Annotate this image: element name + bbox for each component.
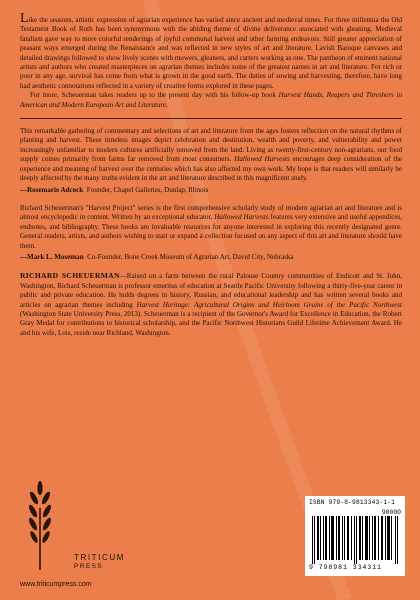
intro-followup: For more, Scheuerman takes readers up to the present day with his follow-up book Harvest Hands, Reapers and Threshers in American and Modern European Art and Literature. bbox=[20, 91, 402, 109]
isbn-text: ISBN 979-8-9813343-1-1 bbox=[309, 499, 396, 506]
book-title: Hallowed Harvests bbox=[214, 213, 269, 222]
price-code: 90000 bbox=[381, 509, 401, 516]
publisher-name: TRITICUM bbox=[74, 553, 126, 562]
book-title: Hallowed Harvests bbox=[234, 155, 290, 164]
isbn-barcode bbox=[305, 496, 405, 576]
publisher-logo bbox=[74, 553, 125, 570]
barcode-number: 9 798981 334311 bbox=[309, 564, 382, 571]
drop-cap: L bbox=[20, 11, 29, 26]
publisher-sub: PRESS bbox=[74, 563, 104, 570]
intro-paragraph: Like the seasons, artistic expression of agrarian experience has varied since ancient and medieval times. For three millennia the Old Testament Book of Ruth has been synonymous with the abiding theme of divine deliverance associated with gleaning. Medieval fatalism gave way to more colorful renderings of joyful communal harvest and other farming endeavors. Still greater appreciation of peasant ways emerged during the Renaissance and was reflected in new styles of art and literature. Lavish Baroque canvases and detailed drawings followed to show lively scenes with mowers, gleaners, and carters working as one. The pantheon of eminent national artists and authors who created masterpieces on agrarian themes includes some of the greatest names in art and literature. For rich or poor in any age, survival has come from what is grown in the good earth. The duties of sowing and harvesting, therefore, have long had aesthetic connotations reflected in a variety of creative forms explored in these pages. bbox=[20, 11, 402, 90]
publisher-website: www.triticumpress.com bbox=[20, 581, 92, 588]
wheat-stalk-icon bbox=[20, 478, 62, 572]
book-title: Harvest Hands, Reapers and Threshers in American and Modern European Art and Literature bbox=[20, 91, 402, 109]
review-attribution: —Rosemarie Adcock Founder, Chapel Galleries, Dunlap, Illinois bbox=[20, 185, 209, 194]
review-adcock: This remarkable gathering of commentary and selections of art and literature from the ages fosters reflection on the natural rhythms of planting and harvest. These timeless images depict celebration and destitution, wealth and poverty, and vulnerability and power increasingly unfamiliar to modern cultures artificially removed from the land. Living as twenty-first-century non-agrarians, our food supply comes primarily from farms far removed from most consumers. Hallowed Harvests encourages deep consideration of the experience and meaning of harvest over the centuries which has also affected my own work. My hope is that readers will similarly be deeply affected by the many truths evident in the art and literature described in this magnificent study. bbox=[20, 127, 402, 183]
divider bbox=[20, 118, 402, 119]
barcode-bars bbox=[311, 516, 399, 564]
review-moseman: Richard Scheuerman's "Harvest Project" series is the first comprehensive scholarly study of modern agrarian art and literature and is almost encyclopedic in content. Written by an exceptional educator, Hallowed Harvests features very extensive and useful appendices, endnotes, and bibliography. These books are invaluable resources for anyone interested in exploring this recently designated genre. General readers, artists, and authors wishing to start or expand a collection focused on any aspect of this art and literature should have them. bbox=[20, 203, 402, 250]
back-cover-text bbox=[20, 11, 402, 338]
book-title: Harvest Heritage: Agricultural Origins and Heirloom Grains of the Pacific Northwest bbox=[136, 300, 402, 309]
author-bio: RICHARD SCHEUERMAN—Raised on a farm between the rural Palouse Country communities of Endicott and St. John, Washington, Richard Scheuerman is professor emeritus of education at Seattle Pacific University following a thirty-five-year career in public and private education. He holds degrees in history, Russian, and educational leadership and has written several books and articles on agrarian themes including Harvest Heritage: Agricultural Origins and Heirloom Grains of the Pacific Northwest (Washington State University Press, 2013). Scheuerman is a recipient of the Governor's Award for Excellence in Education, the Robert Gray Medal for contributions to historical scholarship, and the Pacific Northwest Historians Guild Lifetime Achievement Award. He and his wife, Lois, reside near Richland, Washington. bbox=[20, 271, 402, 337]
author-name: RICHARD SCHEUERMAN bbox=[20, 271, 120, 281]
review-attribution: —Mark L. Moseman Co-Founder, Bone Creek Museum of Agrarian Art, David City, Nebraska bbox=[20, 252, 294, 261]
